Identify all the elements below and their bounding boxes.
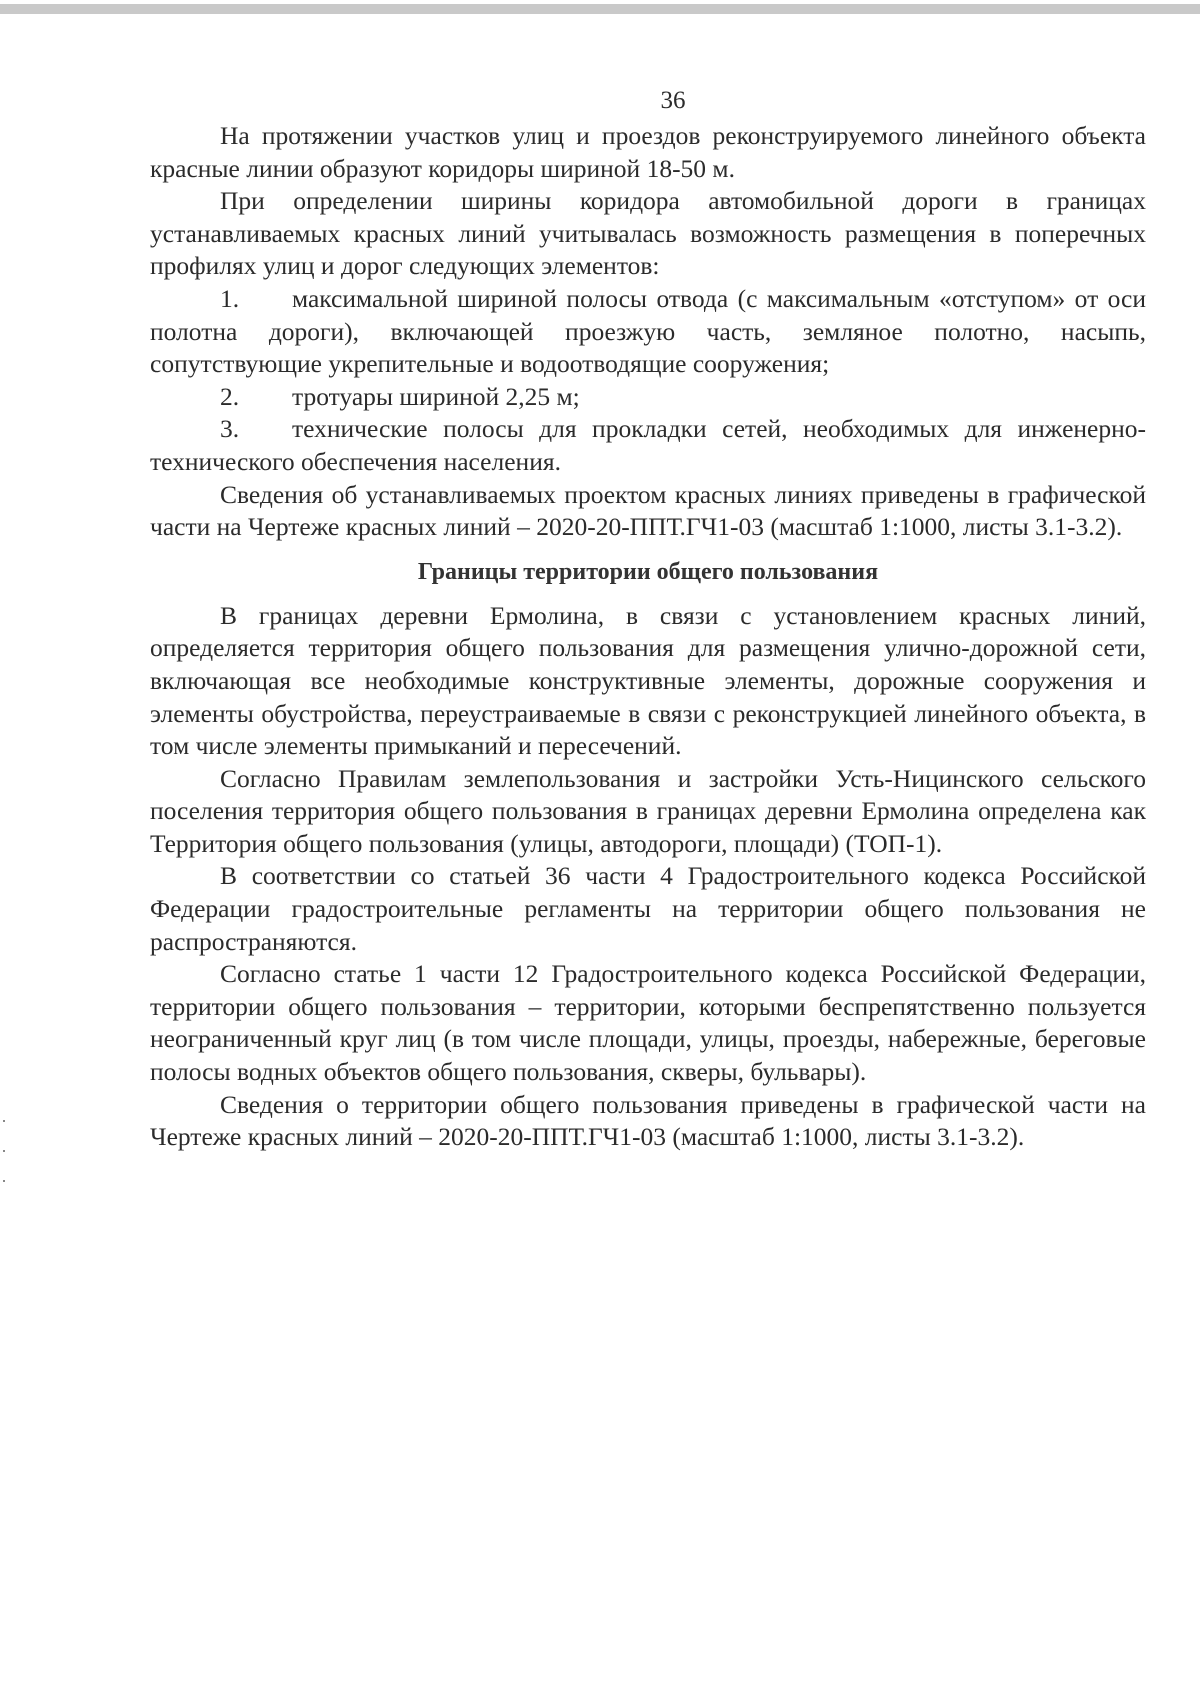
- document-page: [150, 86, 1146, 1154]
- list-item: [150, 381, 1146, 414]
- list-item-number: 1.: [220, 283, 240, 313]
- list-item: [150, 283, 1146, 381]
- section-title: Границы территории общего пользования: [417, 558, 879, 585]
- list-item-number: 3.: [220, 414, 240, 444]
- list-item-text: тротуары шириной 2,25 м;: [292, 381, 580, 411]
- paragraph: Сведения об устанавливаемых проектом красных линиях приведены в графической части на Чертеже красных линий – 2020-20-ППТ.ГЧ1-03 (масштаб 1:1000, листы 3.1-3.2).: [150, 479, 1146, 542]
- paragraph: При определении ширины коридора автомобильной дороги в границах устанавливаемых красных линий учитывалась возможность размещения в поперечных профилях улиц и дорог следующих элементов:: [150, 186, 1146, 281]
- scan-margin-dots: [3, 1120, 6, 1210]
- paragraph: На протяжении участков улиц и проездов реконструируемого линейного объекта красные линии образуют коридоры шириной 18-50 м.: [150, 121, 1146, 183]
- list-item-text: технические полосы для прокладки сетей, необходимых для инженерно-технического обеспечения населения.: [150, 414, 1146, 476]
- scan-top-edge: [0, 4, 1200, 14]
- list-item-text: максимальной шириной полосы отвода (с максимальным «отступом» от оси полотна дороги), включающей проезжую часть, земляное полотно, насыпь, сопутствующие укрепительные и водоотводящие сооружения;: [150, 283, 1146, 379]
- paragraph: Согласно статье 1 части 12 Градостроительного кодекса Российской Федерации, территории общего пользования – территории, которыми беспрепятственно пользуется неограниченный круг лиц (в том числе площади, улицы, проезды, набережные, береговые полосы водных объектов общего пользования, скверы, бульвары).: [150, 959, 1146, 1087]
- page-number: 36: [660, 87, 686, 114]
- list-item-number: 2.: [220, 381, 240, 411]
- paragraph: Согласно Правилам землепользования и застройки Усть-Ницинского сельского поселения территория общего пользования в границах деревни Ермолина определена как Территория общего пользования (улицы, автодороги, площади) (ТОП-1).: [150, 763, 1146, 858]
- paragraph: Сведения о территории общего пользования приведены в графической части на Чертеже красных линий – 2020-20-ППТ.ГЧ1-03 (масштаб 1:1000, листы 3.1-3.2).: [150, 1089, 1146, 1152]
- paragraph: В соответствии со статьей 36 части 4 Градостроительного кодекса Российской Федерации градостроительные регламенты на территории общего пользования не распространяются.: [150, 861, 1146, 956]
- list-item: [150, 413, 1146, 478]
- paragraph: В границах деревни Ермолина, в связи с установлением красных линий, определяется территория общего пользования для размещения улично-дорожной сети, включающая все необходимые конструктивные элементы, дорожные сооружения и элементы обустройства, переустраиваемые в связи с реконструкцией линейного объекта, в том числе элементы примыканий и пересечений.: [150, 600, 1146, 761]
